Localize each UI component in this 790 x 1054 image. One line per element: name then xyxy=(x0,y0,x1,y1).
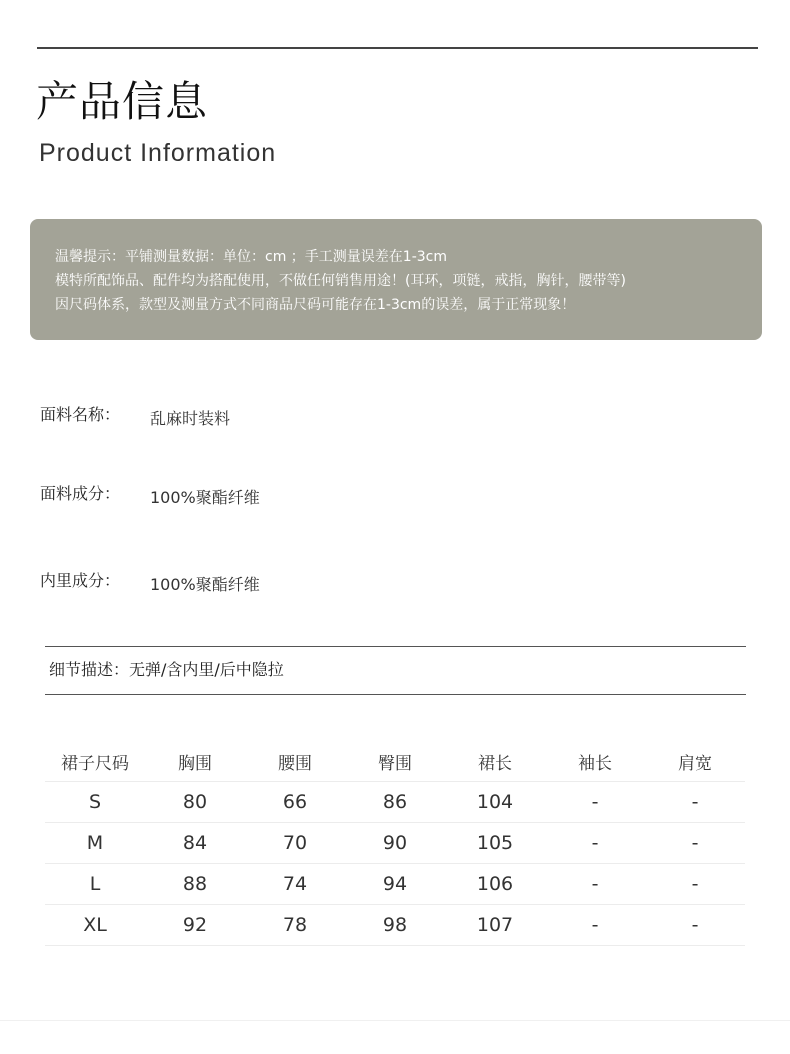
notice-line: 温馨提示：平铺测量数据：单位：cm ；手工测量误差在1-3cm xyxy=(55,249,447,265)
header-cell: 肩宽 xyxy=(678,753,712,774)
table-cell: 106 xyxy=(476,873,514,895)
detail-label: 细节描述： xyxy=(49,660,130,679)
table-cell: - xyxy=(691,873,699,895)
bottom-divider xyxy=(0,1020,790,1021)
page-subtitle: Product Information xyxy=(39,139,277,167)
table-cell: - xyxy=(691,832,699,854)
table-row xyxy=(45,864,745,905)
table-cell: - xyxy=(691,914,699,936)
fabric-composition-field xyxy=(40,481,260,507)
header-cell: 裙长 xyxy=(478,753,512,774)
table-cell: - xyxy=(691,791,699,813)
page-title: 产品信息 xyxy=(36,77,209,126)
field-value: 100%聚酯纤维 xyxy=(150,575,260,594)
detail-description xyxy=(49,658,284,682)
table-cell: M xyxy=(86,832,104,854)
table-cell: 74 xyxy=(282,873,308,895)
detail-value: 无弹/含内里/后中隐拉 xyxy=(129,660,284,679)
table-cell: - xyxy=(591,914,599,936)
lining-composition-field xyxy=(40,568,260,594)
field-value: 100%聚酯纤维 xyxy=(150,488,260,507)
detail-divider-bottom xyxy=(45,694,746,695)
table-row xyxy=(45,905,745,946)
table-cell: 94 xyxy=(382,873,408,895)
table-row xyxy=(45,782,745,823)
header-cell: 臀围 xyxy=(378,753,412,774)
table-cell: - xyxy=(591,873,599,895)
table-cell: - xyxy=(591,791,599,813)
field-label: 内里成分： xyxy=(40,571,121,590)
table-cell: 107 xyxy=(476,914,514,936)
table-cell: L xyxy=(89,873,101,895)
table-row xyxy=(45,823,745,864)
table-cell: 70 xyxy=(282,832,308,854)
field-label: 面料名称： xyxy=(40,405,121,424)
table-cell: 92 xyxy=(182,914,208,936)
table-cell: 90 xyxy=(382,832,408,854)
table-cell: 66 xyxy=(282,791,308,813)
table-cell: 104 xyxy=(476,791,514,813)
notice-line: 因尺码体系，款型及测量方式不同商品尺码可能存在1-3cm的误差，属于正常现象！ xyxy=(55,297,576,313)
header-cell: 腰围 xyxy=(278,753,312,774)
table-header-row xyxy=(45,741,745,782)
table-cell: 88 xyxy=(182,873,208,895)
table-cell: 86 xyxy=(382,791,408,813)
size-table xyxy=(45,741,745,946)
notice-line: 模特所配饰品、配件均为搭配使用，不做任何销售用途！(耳环，项链，戒指，胸针，腰带等) xyxy=(55,273,626,289)
field-value: 乱麻时装料 xyxy=(150,409,231,428)
fabric-name-field xyxy=(40,402,231,428)
table-cell: 78 xyxy=(282,914,308,936)
table-cell: - xyxy=(591,832,599,854)
detail-divider-top xyxy=(45,646,746,647)
header-cell: 胸围 xyxy=(178,753,212,774)
table-cell: 80 xyxy=(182,791,208,813)
field-label: 面料成分： xyxy=(40,484,121,503)
table-cell: S xyxy=(88,791,102,813)
header-cell: 袖长 xyxy=(578,753,612,774)
table-cell: 98 xyxy=(382,914,408,936)
table-cell: 84 xyxy=(182,832,208,854)
top-divider xyxy=(37,47,758,49)
header-cell: 裙子尺码 xyxy=(61,753,129,774)
table-cell: XL xyxy=(83,914,107,936)
notice-box xyxy=(30,219,762,340)
table-cell: 105 xyxy=(476,832,514,854)
